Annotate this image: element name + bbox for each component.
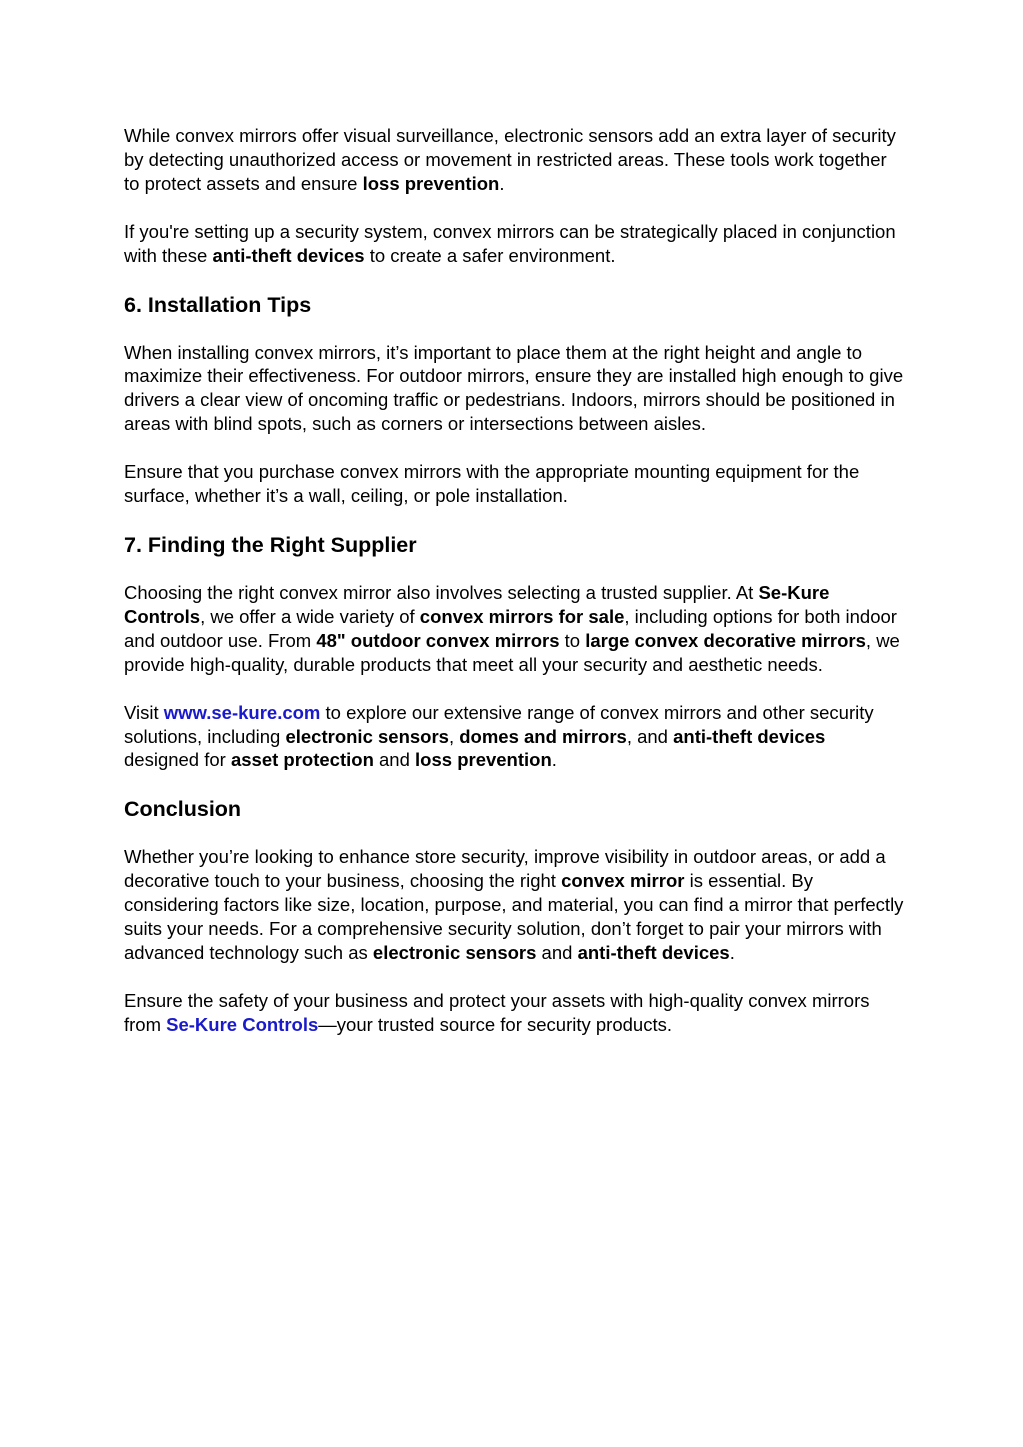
bold-48-outdoor-mirrors: 48" outdoor convex mirrors xyxy=(316,629,560,651)
bold-anti-theft-devices: anti-theft devices xyxy=(673,725,826,747)
text-span: . xyxy=(551,749,557,771)
paragraph-visit xyxy=(124,701,904,773)
text-span: , and xyxy=(626,725,674,747)
paragraph-installation xyxy=(124,341,904,437)
text-span: , xyxy=(448,725,460,747)
text-span: . xyxy=(499,172,505,194)
text-span: If you're setting up a security system, convex mirrors can be strategically placed in conjunction with these xyxy=(124,220,896,266)
bold-anti-theft-devices: anti-theft devices xyxy=(577,941,730,963)
bold-se-kure-controls: Se-Kure Controls xyxy=(124,581,830,627)
heading-finding-supplier: 7. Finding the Right Supplier xyxy=(124,532,417,557)
paragraph-security-system xyxy=(124,220,904,268)
text-span: Whether you’re looking to enhance store security, improve visibility in outdoor areas, or add a decorative touch to your business, choosing the right xyxy=(124,846,886,892)
heading-installation-tips: 6. Installation Tips xyxy=(124,292,312,317)
text-span: and xyxy=(373,749,416,771)
text-span: to create a safer environment. xyxy=(364,244,616,266)
text-span: Ensure the safety of your business and protect your assets with high-quality convex mirrors from xyxy=(124,989,870,1035)
bold-electronic-sensors: electronic sensors xyxy=(285,725,449,747)
text-span: —your trusted source for security products. xyxy=(318,1013,672,1035)
paragraph-sensors-intro xyxy=(124,124,904,196)
bold-large-decorative-mirrors: large convex decorative mirrors xyxy=(585,629,866,651)
bold-anti-theft-devices: anti-theft devices xyxy=(212,244,365,266)
bold-loss-prevention: loss prevention xyxy=(362,172,500,194)
se-kure-controls-link[interactable]: Se-Kure Controls xyxy=(166,1013,319,1035)
document-page xyxy=(124,124,904,1061)
bold-convex-mirrors-for-sale: convex mirrors for sale xyxy=(419,605,625,627)
heading-conclusion: Conclusion xyxy=(124,797,242,822)
text-span: When installing convex mirrors, it’s important to place them at the right height and angle to maximize their effectiveness. For outdoor mirrors, ensure they are installed high enough to give drivers a clear view of oncoming traffic or pedestrians. Indoors, mirrors should be positioned in areas with blind spots, such as corners or intersections between aisles. xyxy=(124,341,904,435)
bold-domes-and-mirrors: domes and mirrors xyxy=(459,725,627,747)
website-link[interactable]: www.se-kure.com xyxy=(163,701,321,723)
text-span: Choosing the right convex mirror also involves selecting a trusted supplier. At xyxy=(124,581,759,603)
text-span: is essential. By considering factors like size, location, purpose, and material, you can find a mirror that perfectly suits your needs. For a comprehensive security solution, don’t forget to pair your mirrors with advanced technology such as xyxy=(124,870,904,963)
text-span: While convex mirrors offer visual surveillance, electronic sensors add an extra layer of security by detecting unauthorized access or movement in restricted areas. These tools work together to protect assets and ensure xyxy=(124,125,896,194)
paragraph-conclusion xyxy=(124,845,904,965)
bold-electronic-sensors: electronic sensors xyxy=(372,941,537,963)
text-span: to xyxy=(559,629,586,651)
paragraph-closing xyxy=(124,989,904,1037)
text-span: designed for xyxy=(124,749,231,771)
text-span: . xyxy=(729,941,735,963)
bold-convex-mirror: convex mirror xyxy=(561,870,685,892)
paragraph-supplier xyxy=(124,581,904,677)
paragraph-mounting xyxy=(124,460,904,508)
text-span: to explore our extensive range of convex mirrors and other security solutions, including xyxy=(124,701,874,747)
text-span: , including options for both indoor and outdoor use. From xyxy=(124,605,897,651)
bold-asset-protection: asset protection xyxy=(230,749,374,771)
text-span: Visit xyxy=(124,701,164,723)
text-span: , we offer a wide variety of xyxy=(200,605,420,627)
bold-loss-prevention: loss prevention xyxy=(415,749,552,771)
text-span: Ensure that you purchase convex mirrors with the appropriate mounting equipment for the surface, whether it’s a wall, ceiling, or pole installation. xyxy=(124,461,860,507)
text-span: and xyxy=(536,941,578,963)
text-span: , we provide high-quality, durable products that meet all your security and aesthetic needs. xyxy=(124,629,900,675)
